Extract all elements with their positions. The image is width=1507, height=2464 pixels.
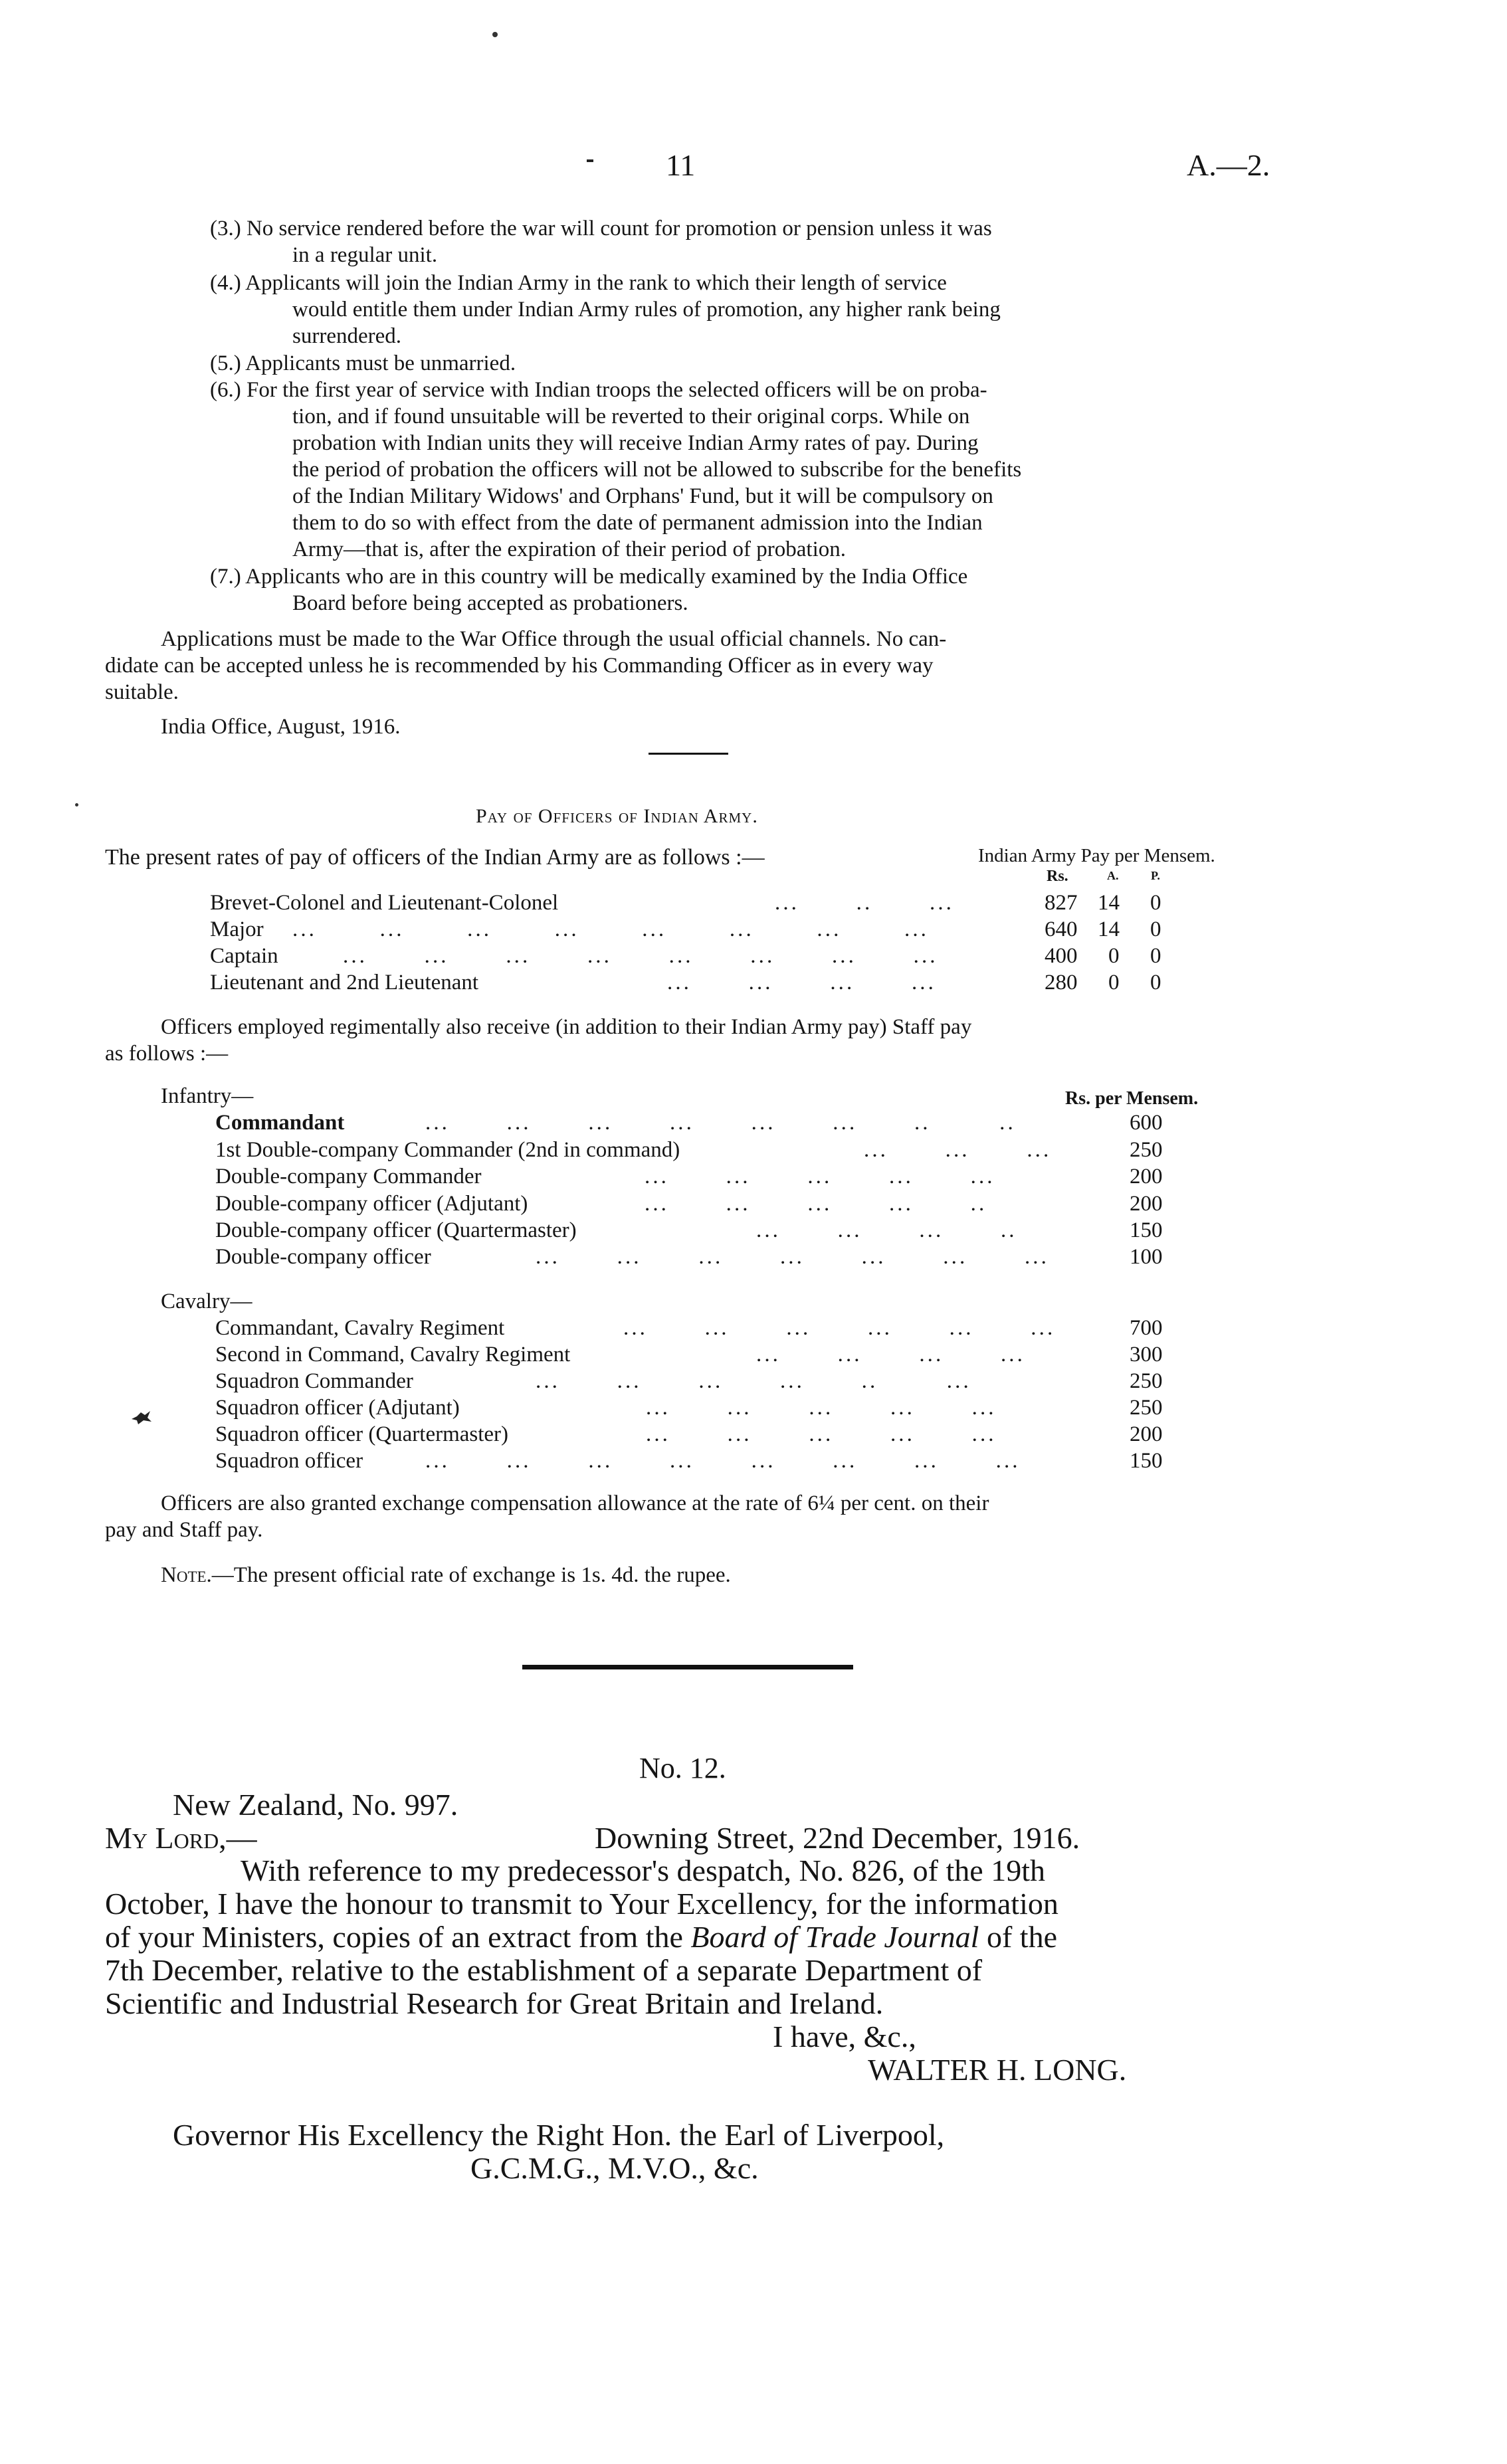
dateline: India Office, August, 1916. (161, 715, 401, 739)
body-line-3-start: of your Ministers, copies of an extract from the (105, 1920, 691, 1954)
annas-cell: 14 (1098, 917, 1120, 941)
annas-cell: 0 (1108, 971, 1120, 995)
rule-5-line-1: (5.) Applicants must be unmarried. (210, 351, 516, 375)
dot-leader: . . . . . . . . . . . . . . (645, 1192, 985, 1216)
staff-pay-intro-line-2: as follows :— (105, 1042, 229, 1066)
dot-leader: . . . . . . . . . . . . . . . . . . . . . . . . (292, 917, 927, 941)
dot-leader: . . . . . . . . . . . . . . . (646, 1422, 995, 1446)
rule-6-line-2: tion, and if found unsuitable will be reverted to their original corps. While on (292, 405, 970, 428)
dot-leader: . . . . . . . . . . . . . . . (646, 1396, 995, 1420)
pay-subheader-a: A. (1107, 869, 1119, 882)
cavalry-rs: 700 (1130, 1316, 1163, 1340)
rule-6-line-6: them to do so with effect from the date of permanent admission into the Indian (292, 511, 983, 535)
rs-cell: 827 (1045, 891, 1078, 915)
dot-leader: . . . . . . . . . . . . . . . . . . . . . . (425, 1111, 1014, 1135)
rank-cell: Captain (210, 944, 278, 968)
dot-leader: . . . . . . . . . . . . (667, 971, 934, 995)
exchange-para-line-2: pay and Staff pay. (105, 1518, 263, 1542)
rule-6-line-3: probation with Indian units they will receive Indian Army rates of pay. During (292, 431, 979, 455)
infantry-heading: Infantry— (161, 1084, 254, 1108)
rule-4-line-3: surrendered. (292, 324, 402, 348)
pice-cell: 0 (1150, 944, 1161, 968)
annas-cell: 14 (1098, 891, 1120, 915)
body-line-4: 7th December, relative to the establishment of a separate Department of (105, 1953, 983, 1987)
infantry-post: Double-company officer (215, 1245, 431, 1269)
dot-leader: . . . . . . . . . . . . (756, 1343, 1023, 1367)
section-divider-heavy (522, 1665, 853, 1669)
rule-6-line-5: of the Indian Military Widows' and Orphans' Fund, but it will be compulsory on (292, 484, 993, 508)
despatch-number: No. 12. (639, 1752, 726, 1784)
applications-line-1: Applications must be made to the War Office through the usual official channels. No can- (161, 627, 947, 651)
staff-pay-intro-line-1: Officers employed regimentally also receive (in addition to their Indian Army pay) Staff pay (161, 1015, 972, 1039)
pay-table-intro: The present rates of pay of officers of the Indian Army are as follows :— (105, 845, 765, 870)
pay-subheader-rs: Rs. (1047, 868, 1068, 885)
rs-cell: 640 (1045, 917, 1078, 941)
cavalry-rs: 200 (1130, 1422, 1163, 1446)
infantry-post: 1st Double-company Commander (2nd in command) (215, 1138, 680, 1162)
dot-leader: . . . . . . . . . . . (756, 1218, 1015, 1242)
applications-line-3: suitable. (105, 680, 179, 704)
cavalry-rs: 250 (1130, 1396, 1163, 1420)
infantry-post: Double-company officer (Quartermaster) (215, 1218, 577, 1242)
note (161, 1564, 731, 1586)
pice-cell: 0 (1150, 971, 1161, 995)
cavalry-post: Second in Command, Cavalry Regiment (215, 1343, 571, 1367)
infantry-rs: 100 (1130, 1245, 1163, 1269)
annas-cell: 0 (1108, 944, 1120, 968)
dot-leader: . . . . . . . . . . . . . . . . . . . . . (536, 1245, 1047, 1269)
page-number: 11 (666, 148, 696, 182)
note-label: Note. (161, 1563, 212, 1587)
section-divider-short (649, 753, 728, 755)
infantry-post: Double-company Commander (215, 1165, 482, 1188)
dot-leader: . . . . . . . . . . . . . . . . . . . . . . . . (343, 944, 936, 968)
rs-cell: 400 (1045, 944, 1078, 968)
page-mark (492, 32, 498, 37)
pay-table-title: Pay of Officers of Indian Army. (476, 805, 758, 827)
rule-4-line-1: (4.) Applicants will join the Indian Army in the rank to which their length of service (210, 271, 947, 295)
dot-leader: . . . . . . . . . . . . . . . (645, 1165, 993, 1188)
dot-leader: . . . . . . . . . . . . . . . . . (536, 1369, 969, 1393)
cavalry-rs: 300 (1130, 1343, 1163, 1367)
rule-4-line-2: would entitle them under Indian Army rules of promotion, any higher rank being (292, 298, 1001, 322)
addressee-line-2: G.C.M.G., M.V.O., &c. (470, 2151, 759, 2185)
infantry-rs: 150 (1130, 1218, 1163, 1242)
cavalry-post: Squadron officer (Adjutant) (215, 1396, 460, 1420)
signature: WALTER H. LONG. (868, 2053, 1127, 2087)
cavalry-post: Squadron officer (215, 1449, 363, 1473)
rule-6-line-7: Army—that is, after the expiration of their period of probation. (292, 537, 847, 561)
infantry-rs: 200 (1130, 1165, 1163, 1188)
infantry-rs: 600 (1130, 1111, 1163, 1135)
ink-blot-icon (130, 1410, 153, 1426)
dot-leader: . . . . . . . . . . . . . . . . . . . . . . . . (425, 1449, 1019, 1473)
rs-cell: 280 (1045, 971, 1078, 995)
body-line-3 (105, 1922, 1057, 1952)
journal-title: Board of Trade Journal (690, 1920, 979, 1954)
infantry-rs: 250 (1130, 1138, 1163, 1162)
applications-line-2: didate can be accepted unless he is recommended by his Commanding Officer as in every way (105, 654, 934, 678)
body-line-2: October, I have the honour to transmit to Your Excellency, for the information (105, 1887, 1058, 1921)
note-text: —The present official rate of exchange is 1s. 4d. the rupee. (211, 1563, 731, 1587)
exchange-para-line-1: Officers are also granted exchange compensation allowance at the rate of 6¼ per cent. on their (161, 1491, 989, 1515)
rule-7-line-1: (7.) Applicants who are in this country will be medically examined by the India Office (210, 565, 968, 589)
despatch-date: Downing Street, 22nd December, 1916. (595, 1821, 1080, 1855)
rule-6-line-4: the period of probation the officers will not be allowed to subscribe for the benefits (292, 458, 1022, 482)
cavalry-rs: 150 (1130, 1449, 1163, 1473)
margin-mark (75, 803, 78, 806)
infantry-post: Commandant (215, 1111, 345, 1135)
dot-leader: . . . . . . . . . (864, 1138, 1049, 1162)
rule-6-line-1: (6.) For the first year of service with Indian troops the selected officers will be on proba- (210, 378, 987, 402)
rank-cell: Lieutenant and 2nd Lieutenant (210, 971, 479, 995)
addressee-line-1: Governor His Excellency the Right Hon. the Earl of Liverpool, (173, 2118, 945, 2152)
rank-cell: Major (210, 917, 264, 941)
cavalry-heading: Cavalry— (161, 1289, 252, 1313)
pice-cell: 0 (1150, 891, 1161, 915)
body-line-5: Scientific and Industrial Research for Great Britain and Ireland. (105, 1986, 884, 2020)
pay-subheader-p: P. (1151, 869, 1160, 882)
rule-3-line-1: (3.) No service rendered before the war will count for promotion or pension unless it was (210, 217, 992, 240)
infantry-post: Double-company officer (Adjutant) (215, 1192, 528, 1216)
pice-cell: 0 (1150, 917, 1161, 941)
rule-3-line-2: in a regular unit. (292, 243, 438, 267)
cavalry-post: Squadron officer (Quartermaster) (215, 1422, 509, 1446)
infantry-rs: 200 (1130, 1192, 1163, 1216)
cavalry-post: Commandant, Cavalry Regiment (215, 1316, 505, 1340)
staff-pay-column-header: Rs. per Mensem. (1065, 1088, 1199, 1109)
dot-leader: . . . . . . . . . . . . . . . . . . (623, 1316, 1053, 1340)
body-line-3-end: of the (979, 1920, 1057, 1954)
dash-mark (587, 159, 593, 162)
pay-column-header: Indian Army Pay per Mensem. (978, 845, 1215, 866)
salutation: My Lord,— (105, 1821, 257, 1855)
despatch-reference: New Zealand, No. 997. (173, 1788, 458, 1822)
document-reference: A.—2. (1187, 148, 1270, 182)
cavalry-post: Squadron Commander (215, 1369, 413, 1393)
dot-leader: . . . . . . . . (775, 891, 952, 915)
rank-cell: Brevet-Colonel and Lieutenant-Colonel (210, 891, 559, 915)
rule-7-line-2: Board before being accepted as probationers. (292, 591, 688, 615)
closing: I have, &c., (773, 2020, 916, 2053)
body-line-1: With reference to my predecessor's despatch, No. 826, of the 19th (241, 1853, 1045, 1887)
cavalry-rs: 250 (1130, 1369, 1163, 1393)
